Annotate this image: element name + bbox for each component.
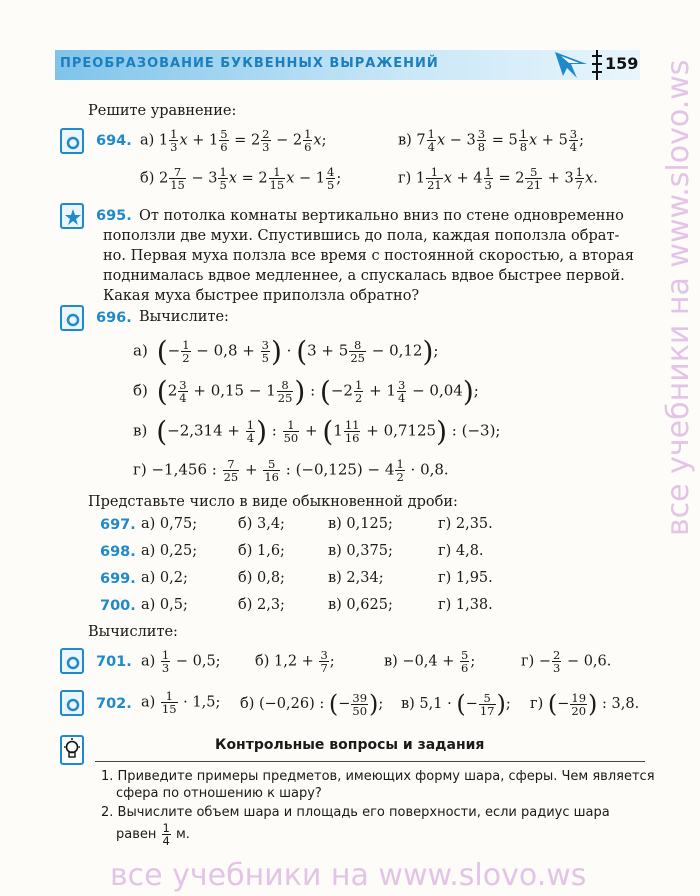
problem-695-number: 695.: [96, 208, 132, 224]
problem-697-a: а) 0,75;: [141, 516, 198, 532]
page-header-title: ПРЕОБРАЗОВАНИЕ БУКВЕННЫХ ВЫРАЖЕНИЙ: [60, 56, 439, 71]
problem-698-a: а) 0,25;: [141, 543, 198, 559]
page-number: 159: [605, 54, 639, 73]
problem-695-line-2: поползли две мухи. Спустившись до пола, каждая поползла обрат-: [103, 228, 620, 244]
vertical-watermark: все учебники на www.slovo.ws: [661, 60, 696, 537]
problem-696-v: в) (−2,314 + $\frac{1}{4}$ ) : $\frac{1}{50}$ + (1 $\frac{11}{16}$ + 0,7125) : (−3);: [133, 415, 501, 448]
problem-698-v: в) 0,375;: [328, 543, 393, 559]
problem-697-b: б) 3,4;: [238, 516, 285, 532]
problem-701-number: 701.: [96, 654, 132, 670]
problem-694-g: г) 1 $\frac{1}{21}$ x + 4 $\frac{1}{3}$ = 2 $\frac{5}{21}$ + 3 $\frac{1}{7}$ x.: [398, 165, 598, 192]
arrow-icon: [553, 50, 589, 80]
star-icon: [60, 203, 84, 229]
problem-696-title: Вычислите:: [139, 309, 229, 325]
problem-696-number: 696.: [96, 310, 132, 326]
problem-694-v: в) 7 $\frac{1}{4}$ x − 3 $\frac{3}{8}$ = 5 $\frac{1}{8}$ x + 5 $\frac{3}{4}$ ;: [398, 127, 585, 154]
problem-702-g: г) (− $\frac{19}{20}$ ) : 3,8.: [530, 690, 640, 718]
problem-698-b: б) 1,6;: [238, 543, 285, 559]
problem-700-g: г) 1,38.: [438, 597, 493, 613]
spiral-icon: [591, 50, 603, 80]
section-compute-label: Вычислите:: [88, 624, 178, 640]
problem-702-b: б) (−0,26) : (− $\frac{39}{50}$ );: [240, 690, 384, 718]
problem-695-line-5: Какая муха быстрее приползла обратно?: [103, 288, 420, 304]
problem-697-g: г) 2,35.: [438, 516, 493, 532]
problem-702-v: в) 5,1 · (− $\frac{5}{17}$ );: [401, 690, 511, 718]
problem-702-number: 702.: [96, 696, 132, 712]
horizontal-watermark: все учебники на www.slovo.ws: [110, 858, 587, 893]
problem-700-b: б) 2,3;: [238, 597, 285, 613]
problem-697-v: в) 0,125;: [328, 516, 393, 532]
bookmark-icon: [60, 648, 84, 674]
problem-694-number: 694.: [96, 133, 132, 149]
problem-699-b: б) 0,8;: [238, 570, 285, 586]
problem-699-number: 699.: [100, 571, 136, 587]
bookmark-icon: [60, 128, 84, 154]
problem-700-number: 700.: [100, 598, 136, 614]
problem-701-v: в) −0,4 + $\frac{5}{6}$ ;: [384, 648, 476, 675]
problem-696-a: а) (− $\frac{1}{2}$ − 0,8 + $\frac{3}{5}$ ) · (3 + 5 $\frac{8}{25}$ − 0,12);: [133, 335, 439, 368]
problem-701-a: а) $\frac{1}{3}$ − 0,5;: [141, 648, 221, 675]
section-represent-label: Представьте число в виде обыкновенной дроби:: [88, 494, 458, 510]
problem-700-a: а) 0,5;: [141, 597, 188, 613]
question-1-line-2: сфера по отношению к шару?: [116, 786, 322, 801]
problem-696-g: г) −1,456 : $\frac{7}{25}$ + $\frac{5}{16}$ : (−0,125) − 4 $\frac{1}{2}$ · 0,8.: [133, 457, 449, 484]
problem-699-g: г) 1,95.: [438, 570, 493, 586]
problem-702-a: а) $\frac{1}{15}$ · 1,5;: [141, 689, 221, 716]
question-2-line-1: 2. Вычислите объем шара и площадь его поверхности, если радиус шара: [101, 805, 610, 820]
problem-694-a: а) 1 $\frac{1}{3}$ x + 1 $\frac{5}{6}$ = 2 $\frac{2}{3}$ − 2 $\frac{1}{6}$ x;: [140, 127, 327, 154]
lightbulb-icon: [60, 735, 84, 765]
problem-696-b: б) (2 $\frac{3}{4}$ + 0,15 − 1 $\frac{8}{25}$ ) : (−2 $\frac{1}{2}$ + 1 $\frac{3}{4}$ − 0,04);: [133, 375, 479, 408]
section-solve-label: Решите уравнение:: [88, 103, 237, 119]
problem-701-g: г) − $\frac{2}{3}$ − 0,6.: [521, 648, 612, 675]
problem-697-number: 697.: [100, 517, 136, 533]
problem-698-g: г) 4,8.: [438, 543, 484, 559]
problem-699-v: в) 2,34;: [328, 570, 384, 586]
question-2-line-2: равен $\frac{1}{4}$ м.: [116, 821, 190, 848]
problem-700-v: в) 0,625;: [328, 597, 393, 613]
problem-695-line-4: поднималась вдвое медленнее, а спускалась вдвое быстрее первой.: [103, 268, 625, 284]
bookmark-icon: [60, 690, 84, 716]
questions-divider: [95, 761, 645, 762]
problem-698-number: 698.: [100, 544, 136, 560]
problem-695-line-1: От потолка комнаты вертикально вниз по стене одновременно: [139, 208, 624, 224]
problem-699-a: а) 0,2;: [141, 570, 188, 586]
problem-701-b: б) 1,2 + $\frac{3}{7}$ ;: [255, 648, 335, 675]
question-1-line-1: 1. Приведите примеры предметов, имеющих форму шара, сферы. Чем является: [101, 769, 655, 784]
problem-694-b: б) 2 $\frac{7}{15}$ − 3 $\frac{1}{5}$ x = 2 $\frac{1}{15}$ x − 1 $\frac{4}{5}$ ;: [140, 165, 342, 192]
questions-heading: Контрольные вопросы и задания: [215, 737, 485, 753]
bookmark-icon: [60, 305, 84, 331]
problem-695-line-3: но. Первая муха ползла все время с постоянной скоростью, а вторая: [103, 248, 634, 264]
